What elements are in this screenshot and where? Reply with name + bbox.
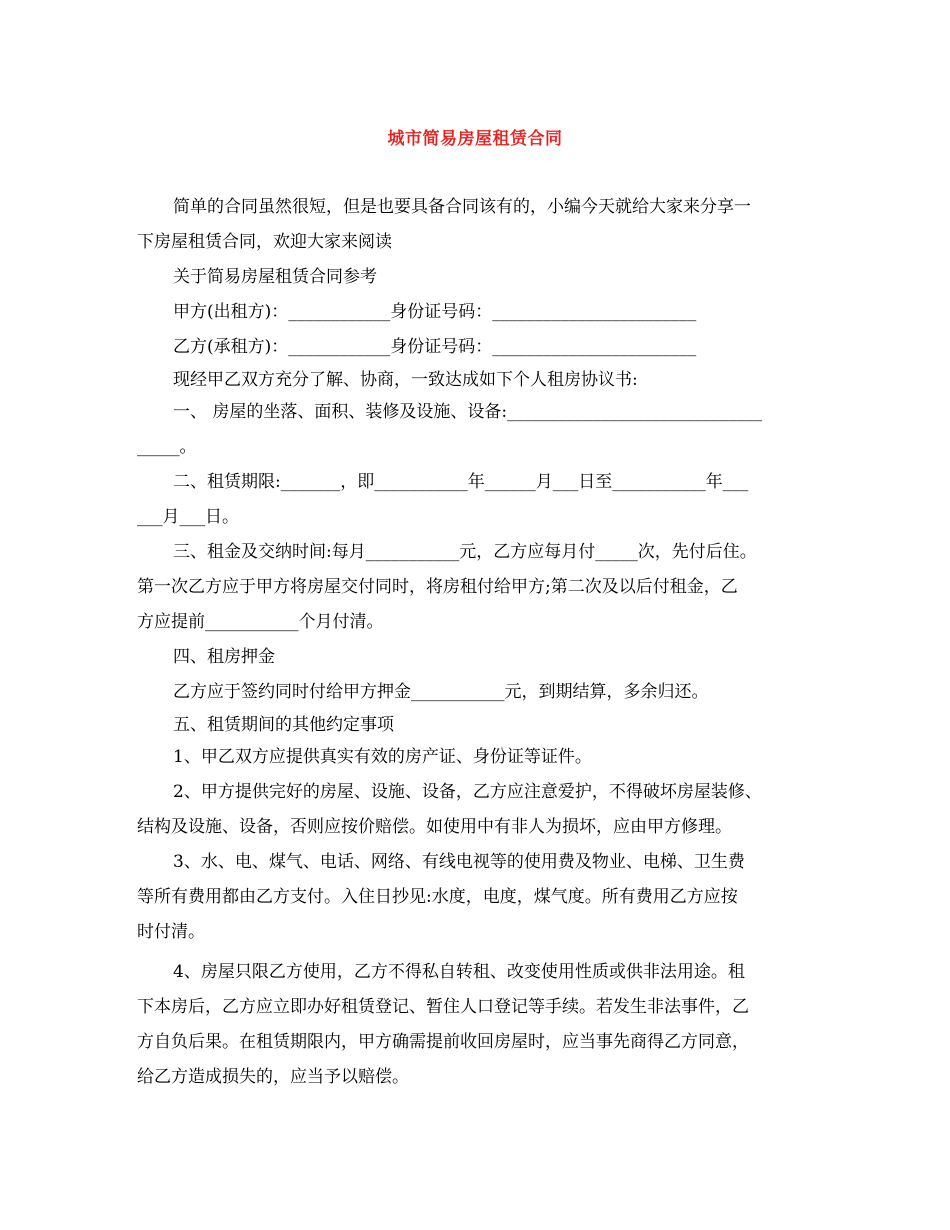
intro-line-2: 下房屋租赁合同，欢迎大家来阅读 — [137, 232, 392, 252]
document-title: 城市简易房屋租赁合同 — [387, 129, 563, 149]
item-1-line: 1、甲乙双方应提供真实有效的房产证、身份证等证件。 — [173, 747, 592, 767]
clause-1-line-2: _____。 — [137, 437, 197, 457]
party-a-line: 甲方(出租方)：____________身份证号码：________________________ — [173, 302, 697, 322]
item-3-line-3: 时付清。 — [137, 922, 205, 942]
item-3-line-1: 3、水、电、煤气、电话、网络、有线电视等的使用费及物业、电梯、卫生费 — [173, 852, 745, 872]
clause-3-line-2: 第一次乙方应于甲方将房屋交付同时，将房租付给甲方;第二次及以后付租金，乙 — [137, 577, 738, 597]
clause-2-line-2: ___月___日。 — [137, 507, 239, 527]
item-4-line-1: 4、房屋只限乙方使用，乙方不得私自转租、改变使用性质或供非法用途。租 — [173, 962, 745, 982]
clause-2-line-1: 二、租赁期限:_______，即___________年______月___日至___________年___ — [173, 472, 749, 492]
item-4-line-4: 给乙方造成损失的，应当予以赔偿。 — [137, 1067, 409, 1087]
clause-4-body: 乙方应于签约同时付给甲方押金___________元，到期结算，多余归还。 — [173, 682, 709, 702]
item-4-line-3: 方自负后果。在租赁期限内，甲方确需提前收回房屋时，应当事先商得乙方同意， — [137, 1032, 749, 1052]
clause-3-line-3: 方应提前___________个月付清。 — [137, 612, 384, 632]
item-3-line-2: 等所有费用都由乙方支付。入住日抄见:水度，电度，煤气度。所有费用乙方应按 — [137, 887, 738, 907]
agreement-intro-line: 现经甲乙双方充分了解、协商，一致达成如下个人租房协议书: — [173, 370, 638, 390]
clause-4-heading: 四、租房押金 — [173, 647, 275, 667]
item-2-line-1: 2、甲方提供完好的房屋、设施、设备，乙方应注意爱护，不得破坏房屋装修、 — [173, 782, 762, 802]
clause-5-heading: 五、租赁期间的其他约定事项 — [173, 715, 394, 735]
item-4-line-2: 下本房后，乙方应立即办好租赁登记、暂住人口登记等手续。若发生非法事件，乙 — [137, 997, 749, 1017]
clause-3-line-1: 三、租金及交纳时间:每月___________元，乙方应每月付_____次，先付后住。 — [173, 542, 757, 562]
clause-1-line-1: 一、 房屋的坐落、面积、装修及设施、设备:______________________________ — [173, 402, 763, 422]
party-b-line: 乙方(承租方)：____________身份证号码：________________________ — [173, 337, 697, 357]
item-2-line-2: 结构及设施、设备，否则应按价赔偿。如使用中有非人为损坏，应由甲方修理。 — [137, 817, 732, 837]
reference-heading: 关于简易房屋租赁合同参考 — [173, 267, 377, 287]
intro-line-1: 简单的合同虽然很短，但是也要具备合同该有的，小编今天就给大家来分享一 — [173, 197, 751, 217]
